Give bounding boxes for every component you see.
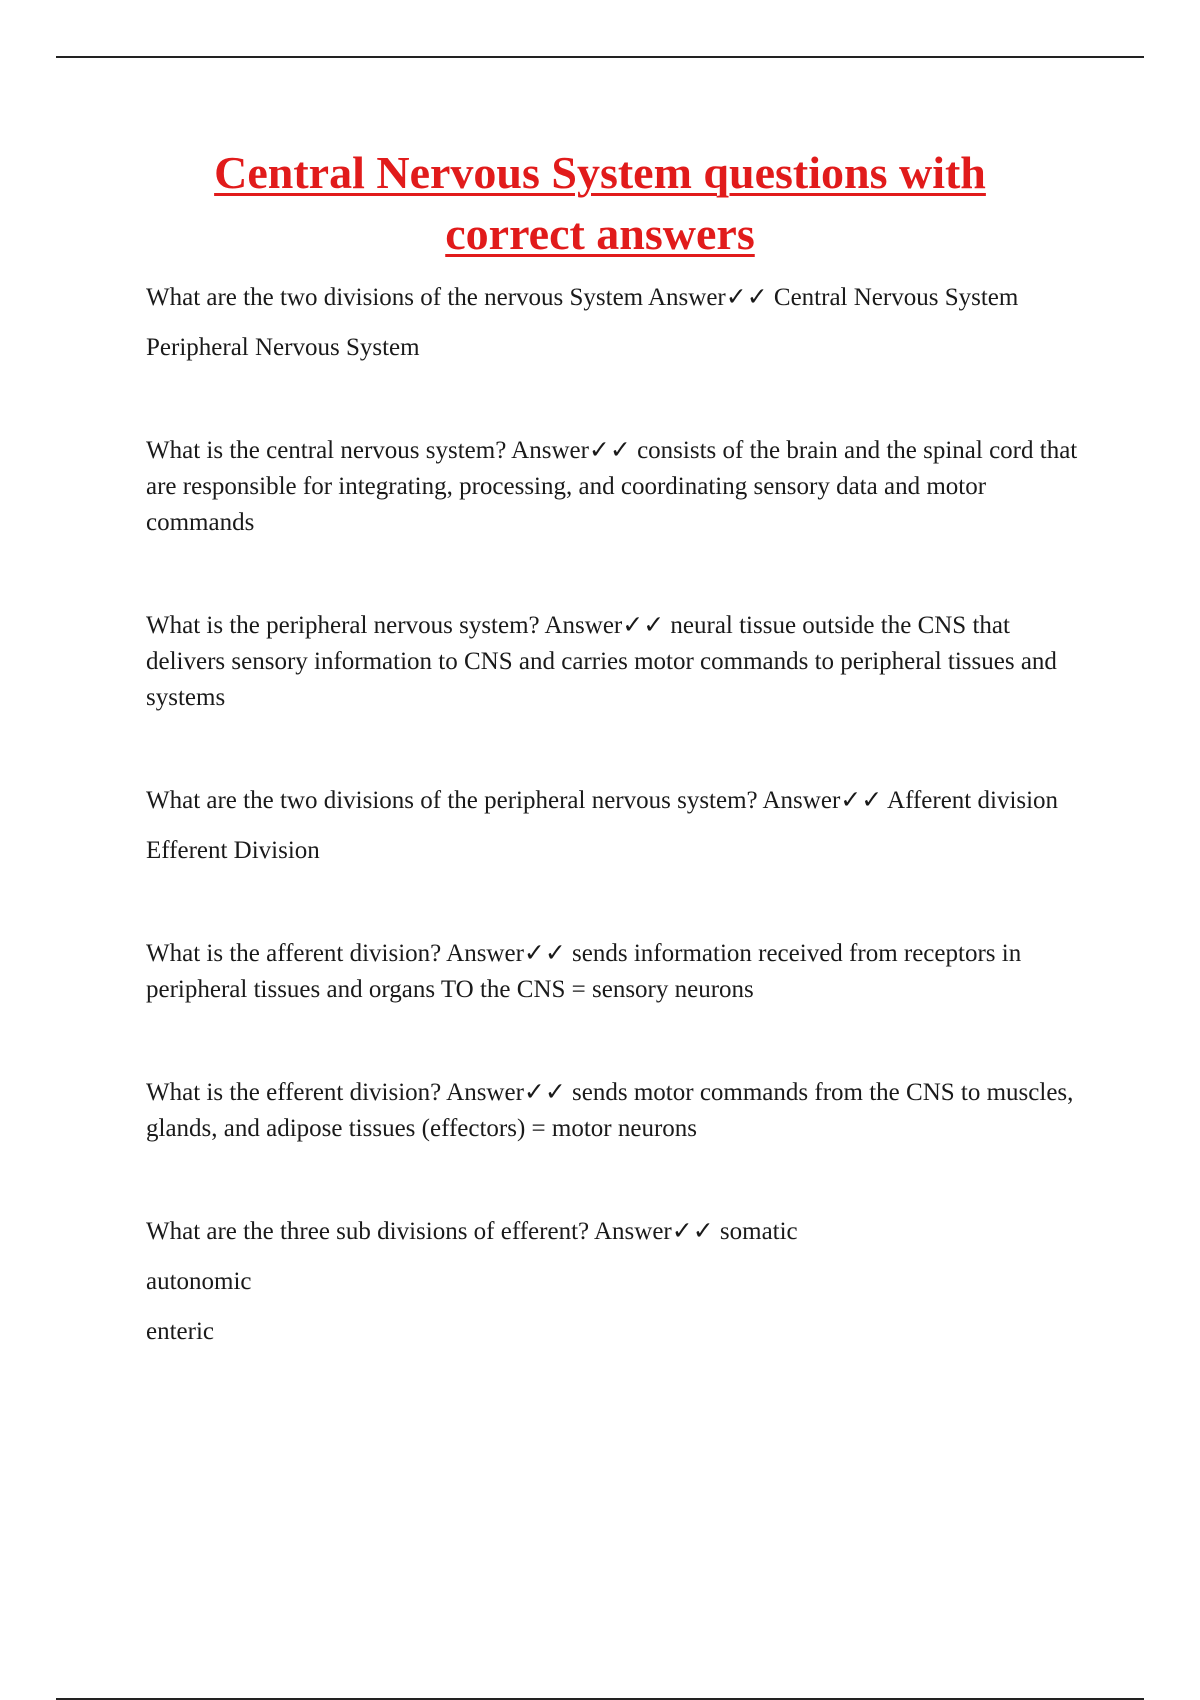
answer-line: autonomic <box>146 1268 252 1295</box>
answer-line: Peripheral Nervous System <box>146 334 420 361</box>
top-rule <box>56 56 1144 58</box>
title-line-2: correct answers <box>445 208 755 259</box>
qa-item <box>146 280 1086 366</box>
qa-item <box>146 608 1086 716</box>
answer-line: enteric <box>146 1318 215 1345</box>
qa-question-answer: What are the two divisions of the peripheral nervous system? Answer✓✓ Afferent division <box>146 787 1059 814</box>
qa-question-answer: What are the two divisions of the nervous System Answer✓✓ Central Nervous System <box>146 284 1019 311</box>
qa-item <box>146 936 1086 1008</box>
title-line-1: Central Nervous System questions with <box>214 147 986 198</box>
qa-question-answer: What are the three sub divisions of efferent? Answer✓✓ somatic <box>146 1218 798 1245</box>
qa-question-answer: What is the central nervous system? Answer✓✓ consists of the brain and the spinal cord that are responsible for integrating, processing, and coordinating sensory data and motor commands <box>146 437 1078 536</box>
qa-item <box>146 433 1086 541</box>
qa-content <box>146 280 1086 1350</box>
qa-item <box>146 783 1086 869</box>
qa-item <box>146 1214 1086 1350</box>
qa-question-answer: What is the efferent division? Answer✓✓ sends motor commands from the CNS to muscles, glands, and adipose tissues (effectors) = motor neurons <box>146 1079 1074 1142</box>
answer-line: Efferent Division <box>146 837 320 864</box>
qa-question-answer: What is the afferent division? Answer✓✓ sends information received from receptors in peripheral tissues and organs TO the CNS = sensory neurons <box>146 940 1022 1003</box>
qa-question-answer: What is the peripheral nervous system? Answer✓✓ neural tissue outside the CNS that delivers sensory information to CNS and carries motor commands to peripheral tissues and systems <box>146 612 1057 711</box>
qa-item <box>146 1075 1086 1147</box>
page-title <box>100 142 1100 264</box>
